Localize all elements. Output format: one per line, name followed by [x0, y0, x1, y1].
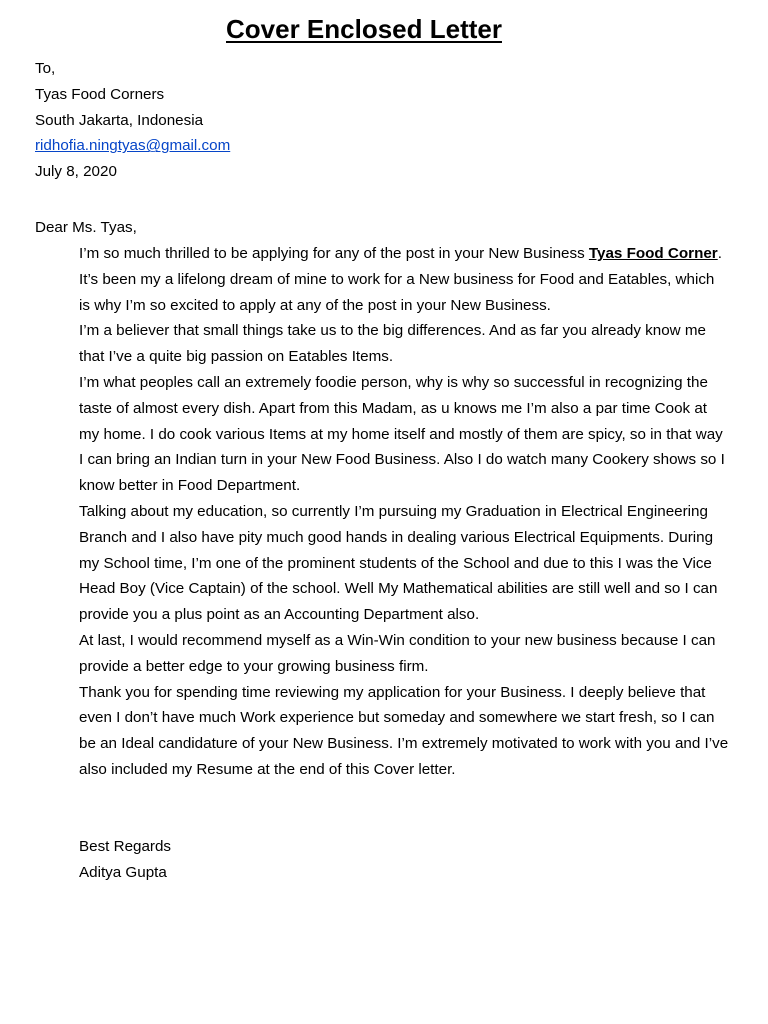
letter-title: Cover Enclosed Letter — [226, 14, 502, 44]
paragraph-education: Talking about my education, so currently I’m pursuing my Graduation in Electrical Engineering Branch and I also have pity much good hands in dealing various Electrical Equipments. During my School time, I’m one of the prominent students of the School and due to this I was the Vice Head Boy (Vice Captain) of the school. Well My Mathematical abilities are still well and so I can provide you a plus point as an Accounting Department also. — [79, 502, 718, 624]
letter-date: July 8, 2020 — [35, 163, 117, 181]
recipient-location: South Jakarta, Indonesia — [35, 111, 204, 129]
salutation: Dear Ms. Tyas, — [35, 219, 137, 236]
recipient-email-link[interactable]: ridhofia.ningtyas@gmail.com — [35, 137, 231, 155]
paragraph-passion: I’m a believer that small things take us to the big differences. And as far you already know me that I’ve a quite big passion on Eatables Items. — [79, 322, 706, 366]
paragraph-recommendation: At last, I would recommend myself as a Win-Win condition to your new business because I can provide a better edge to your growing business firm. — [79, 631, 716, 675]
paragraph-intro — [79, 241, 729, 318]
paragraph-intro-end: . It’s been my a lifelong dream of mine to work for a New business for Food and Eatables, which is why I’m so excited to apply at any of the post in your New Business. — [79, 245, 722, 314]
paragraph-foodie: I’m what peoples call an extremely foodie person, why is why so successful in recognizing the taste of almost every dish. Apart from this Madam, as u knows me I’m also a par time Cook at my home. I do cook various Items at my home itself and mostly of them are spicy, so in that way I can bring an Indian turn in your New Food Business. Also I do watch many Cookery shows so I know better in Food Department. — [79, 373, 725, 495]
closing-block — [79, 834, 679, 886]
business-name-emphasis: Tyas Food Corner — [588, 245, 718, 262]
signature-name: Aditya Gupta — [79, 863, 167, 881]
paragraph-thanks: Thank you for spending time reviewing my application for your Business. I deeply believe that even I don’t have much Work experience but someday and somewhere we start fresh, so I can be an Ideal candidature of your New Business. I’m extremely motivated to work with you and I’ve also included my Resume at the end of this Cover letter. — [79, 683, 729, 778]
recipient-address — [35, 56, 735, 185]
paragraph-intro-start: I’m so much thrilled to be applying for any of the post in your New Business — [79, 245, 589, 262]
recipient-name: Tyas Food Corners — [35, 85, 165, 103]
letter-body — [79, 241, 729, 783]
closing-phrase: Best Regards — [79, 838, 172, 855]
to-line: To, — [35, 60, 56, 77]
